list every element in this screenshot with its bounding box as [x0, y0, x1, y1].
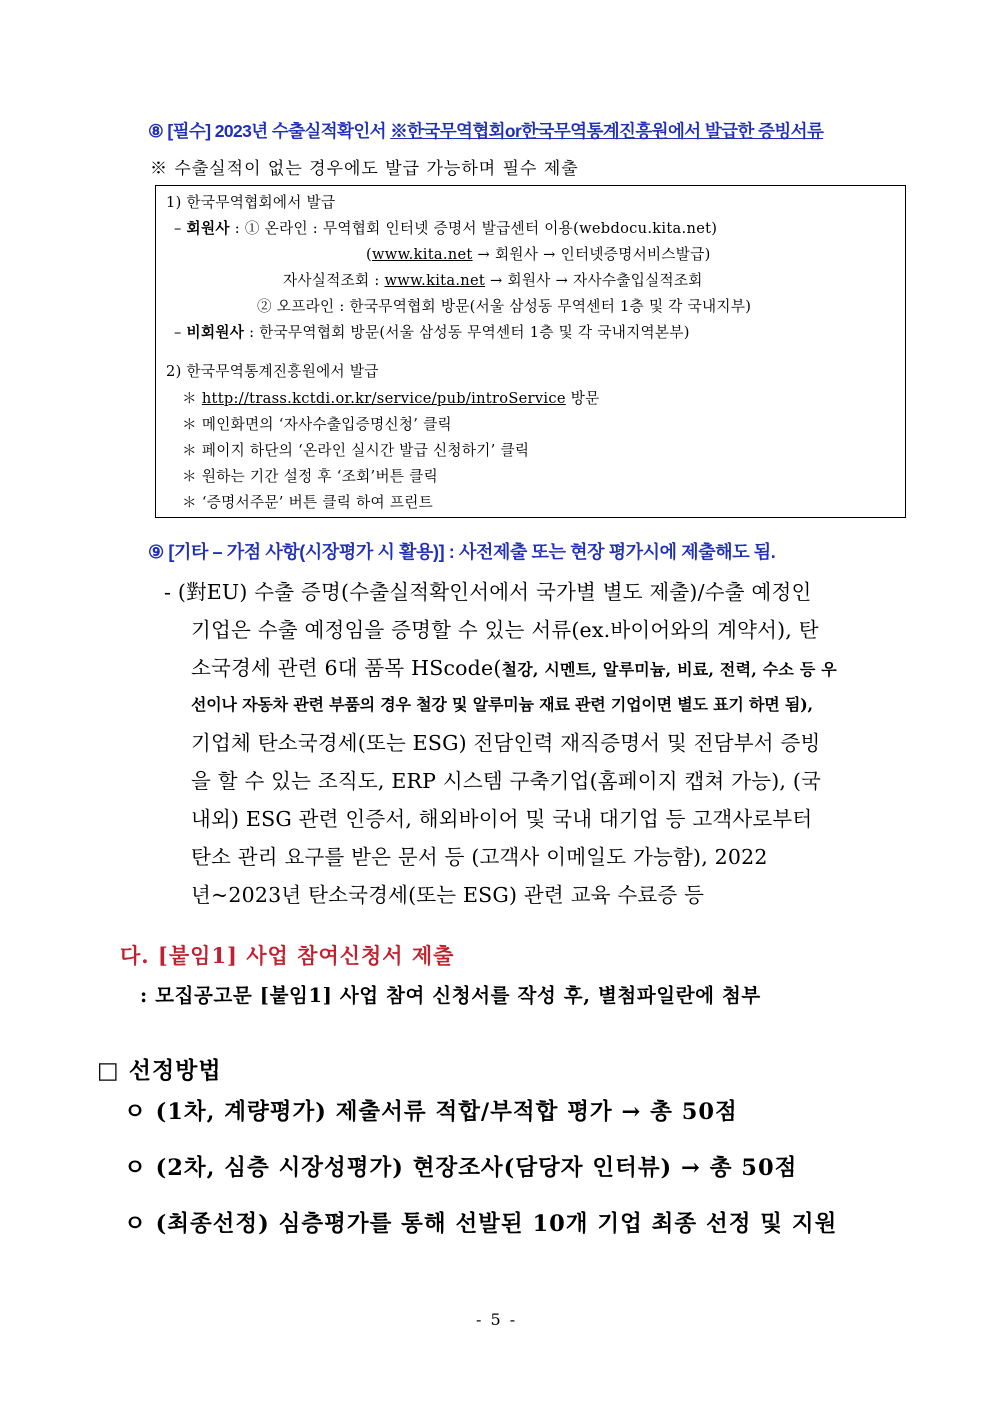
- offline-line: ② 오프라인 : 한국무역협회 방문(서울 삼성동 무역센터 1층 및 각 국내지부): [257, 298, 752, 315]
- item9-line-3-text: 소국경세 관련 6대 품목 HScode(: [191, 656, 502, 680]
- issuance-guide-box: [155, 185, 906, 518]
- nonmember-text: : 한국무역협회 방문(서울 삼성동 무역센터 1층 및 각 국내지역본부): [244, 324, 690, 341]
- kita-heading: 1) 한국무역협회에서 발급: [166, 194, 336, 211]
- kita-link-1[interactable]: www.kita.net: [372, 246, 473, 263]
- trass-link-suffix: 방문: [565, 390, 600, 407]
- item9-line-9: 년~2023년 탄소국경세(또는 ESG) 관련 교육 수료증 등: [191, 883, 705, 907]
- selection-item-1: ㅇ (1차, 계량평가) 제출서류 적합/부적합 평가 → 총 50점: [124, 1099, 738, 1125]
- item9-line-3-items: 철강, 시멘트, 알루미늄, 비료, 전력, 수소 등 우: [501, 660, 837, 679]
- item9-line-7: 내외) ESG 관련 인증서, 해외바이어 및 국내 대기업 등 고객사로부터: [191, 807, 813, 831]
- section-da-title: 다. [붙임1] 사업 참여신청서 제출: [120, 943, 455, 968]
- page-number: - 5 -: [476, 1310, 518, 1329]
- item8-number: ⑧: [148, 122, 164, 142]
- member-online-path-rest: → 회원사 → 인터넷증명서비스발급): [472, 246, 711, 263]
- member-online-text: : ① 온라인 : 무역협회 인터넷 증명서 발급센터 이용(webdocu.kita.net): [229, 220, 718, 237]
- selection-item-3: ㅇ (최종선정) 심층평가를 통해 선발된 10개 기업 최종 선정 및 지원: [124, 1211, 838, 1237]
- selection-item-2: ㅇ (2차, 심층 시장성평가) 현장조사(담당자 인터뷰) → 총 50점: [124, 1155, 798, 1181]
- section-da-desc: : 모집공고문 [붙임1] 사업 참여 신청서를 작성 후, 별첨파일란에 첨부: [140, 984, 761, 1007]
- trass-step-2: ＊ 페이지 하단의 ‘온라인 실시간 발급 신청하기’ 클릭: [182, 442, 530, 459]
- trass-step-1: ＊ 메인화면의 ‘자사수출입증명신청’ 클릭: [182, 416, 452, 433]
- item8-heading: [148, 118, 823, 143]
- kita-link-2[interactable]: www.kita.net: [384, 272, 486, 289]
- self-check-line: [283, 269, 703, 290]
- trass-link-line: ＊ http://trass.kctdi.or.kr/service/pub/introService 방문: [182, 390, 600, 407]
- trass-heading: 2) 한국무역통계진흥원에서 발급: [166, 363, 379, 380]
- item9-line-6: 을 할 수 있는 조직도, ERP 시스템 구축기업(홈페이지 캡쳐 가능), (국: [191, 769, 822, 793]
- trass-step-3: ＊ 원하는 기간 설정 후 ‘조회’버튼 클릭: [182, 468, 438, 485]
- item9-line-4: 선이나 자동차 관련 부품의 경우 철강 및 알루미늄 재료 관련 기업이면 별도 표기 하면 됨),: [191, 695, 813, 714]
- self-check-label: 자사실적조회 :: [283, 272, 385, 289]
- item8-tag: [필수]: [167, 121, 211, 141]
- trass-step-4: ＊ ‘증명서주문’ 버튼 클릭 하여 프린트: [182, 494, 434, 511]
- item9-line-1: - (對EU) 수출 증명(수출실적확인서에서 국가별 별도 제출)/수출 예정인: [164, 580, 812, 604]
- item8-title: 2023년 수출실적확인서: [214, 121, 386, 141]
- member-online-path: (www.kita.net → 회원사 → 인터넷증명서비스발급): [366, 246, 711, 263]
- item9-heading: [148, 538, 775, 564]
- item9-line-3: [191, 651, 837, 681]
- item9-line-2: 기업은 수출 예정임을 증명할 수 있는 서류(ex.바이어와의 계약서), 탄: [191, 618, 819, 642]
- nonmember-label: 비회원사: [186, 324, 245, 341]
- item9-line-5: 기업체 탄소국경세(또는 ESG) 전담인력 재직증명서 및 전담부서 증빙: [191, 731, 821, 755]
- item8-issuer-note: ※한국무역협회or한국무역통계진흥원에서 발급한 증빙서류: [390, 121, 824, 141]
- member-label: 회원사: [186, 220, 230, 237]
- trass-link[interactable]: http://trass.kctdi.or.kr/service/pub/introService: [201, 390, 566, 407]
- item9-title: [기타 – 가점 사항(시장평가 시 활용)] : 사전제출 또는 현장 평가시에 제출해도 됨.: [168, 542, 776, 562]
- item8-note: ※ 수출실적이 없는 경우에도 발급 가능하며 필수 제출: [150, 159, 579, 179]
- item9-number: ⑨: [148, 542, 164, 563]
- member-line: – 회원사 : ① 온라인 : 무역협회 인터넷 증명서 발급센터 이용(webdocu.kita.net): [174, 220, 718, 237]
- nonmember-line: – 비회원사 : 한국무역협회 방문(서울 삼성동 무역센터 1층 및 각 국내지역본부): [174, 324, 690, 341]
- item9-line-8: 탄소 관리 요구를 받은 문서 등 (고객사 이메일도 가능함), 2022: [191, 845, 768, 869]
- self-check-rest: → 회원사 → 자사수출입실적조회: [485, 272, 703, 289]
- selection-method-title: □ 선정방법: [97, 1057, 222, 1084]
